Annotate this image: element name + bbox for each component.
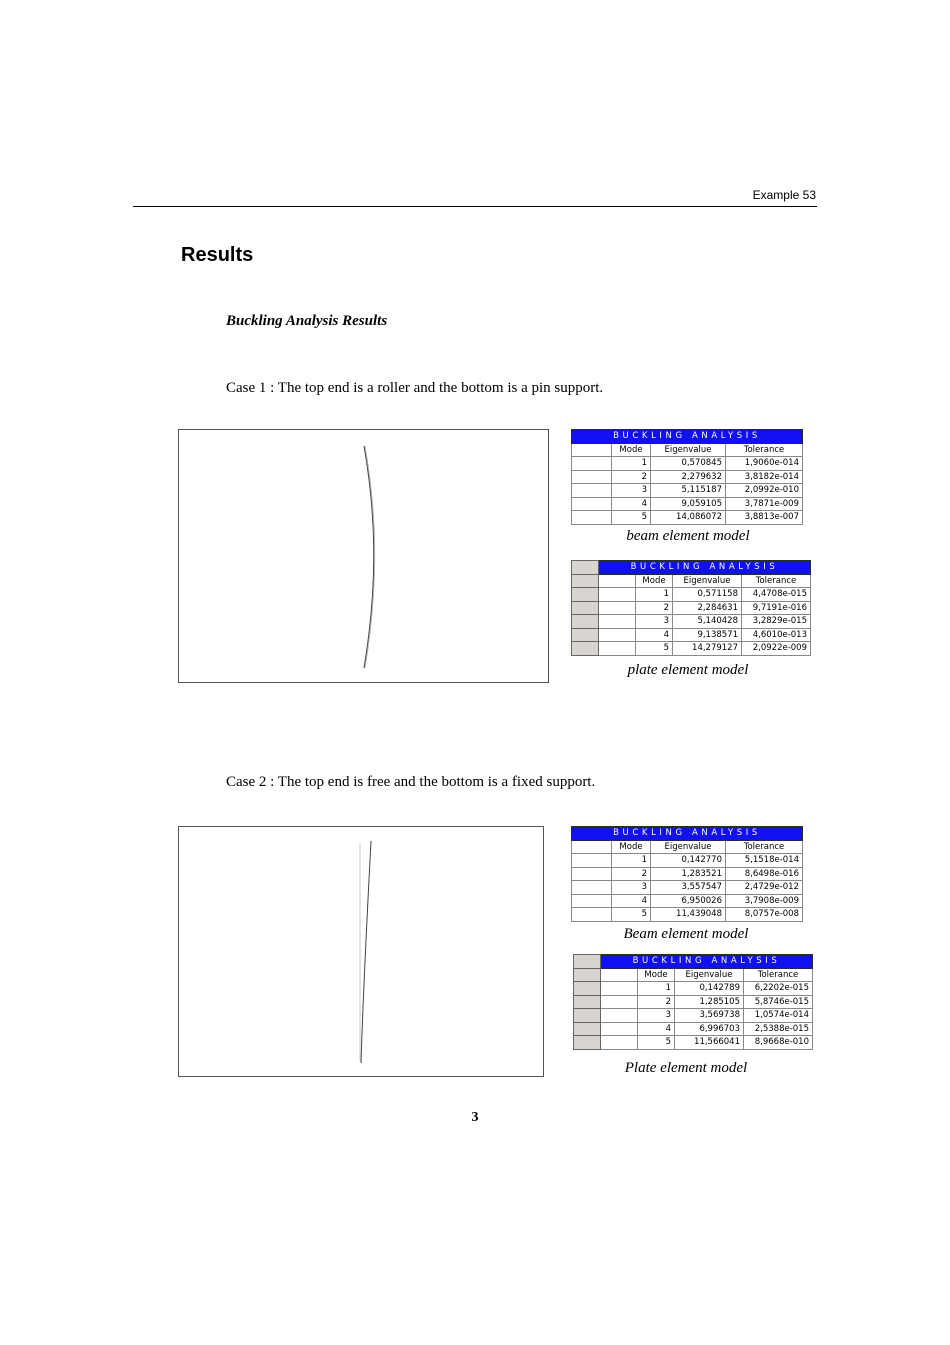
tolerance-cell: 9,7191e-016: [742, 601, 811, 615]
mode-cell: 1: [612, 854, 651, 868]
row-header-cell: [572, 470, 612, 484]
mode-cell: 5: [612, 511, 651, 525]
row-selector: [574, 968, 601, 982]
tolerance-cell: 3,8182e-014: [726, 470, 803, 484]
mode-cell: 3: [612, 484, 651, 498]
row-header-cell: [599, 642, 636, 656]
row-selector: [572, 601, 599, 615]
section-title: Results: [181, 244, 254, 266]
eigenvalue-cell: 0,142789: [675, 982, 744, 996]
table-row: [574, 1009, 813, 1023]
table-row: [572, 881, 803, 895]
case1-buckled-shape-figure: [178, 429, 549, 683]
row-header-cell: [572, 484, 612, 498]
mode-cell: 1: [638, 982, 675, 996]
table-row: [572, 908, 803, 922]
eigenvalue-cell: 14,279127: [673, 642, 742, 656]
mode-cell: 5: [638, 1036, 675, 1050]
row-header-cell: [572, 894, 612, 908]
row-header-cell: [599, 588, 636, 602]
tolerance-cell: 3,7908e-009: [726, 894, 803, 908]
mode-cell: 4: [638, 1022, 675, 1036]
row-selector: [572, 615, 599, 629]
eigenvalue-cell: 5,115187: [651, 484, 726, 498]
column-header: Eigenvalue: [675, 968, 744, 982]
mode-cell: 2: [612, 867, 651, 881]
column-header: Tolerance: [742, 574, 811, 588]
case1-beam-table: [571, 429, 803, 525]
column-header: Eigenvalue: [651, 840, 726, 854]
table-row: [572, 497, 803, 511]
mode-cell: 4: [612, 894, 651, 908]
table-title: BUCKLING ANALYSIS: [601, 955, 813, 969]
row-header-cell: [572, 511, 612, 525]
tolerance-cell: 3,7871e-009: [726, 497, 803, 511]
row-selector: [574, 1022, 601, 1036]
tolerance-cell: 1,0574e-014: [744, 1009, 813, 1023]
case2-plate-table: [573, 954, 813, 1050]
mode-cell: 2: [636, 601, 673, 615]
mode-cell: 3: [638, 1009, 675, 1023]
table-row: [574, 1036, 813, 1050]
row-header-cell: [572, 854, 612, 868]
tolerance-cell: 6,2202e-015: [744, 982, 813, 996]
mode-cell: 4: [612, 497, 651, 511]
column-header: Tolerance: [744, 968, 813, 982]
column-header: Mode: [636, 574, 673, 588]
tolerance-cell: 5,1518e-014: [726, 854, 803, 868]
row-header-cell: [572, 443, 612, 457]
table-title: BUCKLING ANALYSIS: [572, 430, 803, 444]
table-row: [574, 982, 813, 996]
row-header-cell: [572, 881, 612, 895]
eigenvalue-cell: 9,138571: [673, 628, 742, 642]
case1-beam-caption: beam element model: [626, 528, 750, 544]
eigenvalue-cell: 5,140428: [673, 615, 742, 629]
case2-plate-table-wrapper: [573, 954, 813, 1050]
case2-beam-table: [571, 826, 803, 922]
table-row: [572, 601, 811, 615]
row-selector: [574, 982, 601, 996]
tolerance-cell: 8,0757e-008: [726, 908, 803, 922]
tolerance-cell: 5,8746e-015: [744, 995, 813, 1009]
case1-plate-table: [571, 560, 811, 656]
mode-cell: 2: [638, 995, 675, 1009]
mode-cell: 1: [636, 588, 673, 602]
eigenvalue-cell: 6,950026: [651, 894, 726, 908]
case2-buckled-shape: [179, 827, 543, 1076]
table-row: [572, 470, 803, 484]
case1-plate-table-wrapper: [571, 560, 811, 656]
row-header-cell: [572, 908, 612, 922]
row-header-cell: [572, 497, 612, 511]
table-row: [572, 642, 811, 656]
row-header-cell: [599, 628, 636, 642]
mode-cell: 1: [612, 457, 651, 471]
mode-cell: 3: [636, 615, 673, 629]
row-header-cell: [572, 867, 612, 881]
eigenvalue-cell: 3,557547: [651, 881, 726, 895]
row-header-cell: [601, 1036, 638, 1050]
row-selector: [572, 628, 599, 642]
row-selector: [574, 995, 601, 1009]
row-header-cell: [601, 1009, 638, 1023]
case2-plate-caption: Plate element model: [624, 1060, 748, 1076]
tolerance-cell: 2,4729e-012: [726, 881, 803, 895]
row-selector: [574, 1009, 601, 1023]
row-selector: [574, 955, 601, 969]
tolerance-cell: 2,0992e-010: [726, 484, 803, 498]
eigenvalue-cell: 0,571158: [673, 588, 742, 602]
column-header: Tolerance: [726, 443, 803, 457]
table-row: [572, 894, 803, 908]
case2-beam-caption: Beam element model: [623, 926, 749, 942]
table-title: BUCKLING ANALYSIS: [599, 561, 811, 575]
table-title: BUCKLING ANALYSIS: [572, 827, 803, 841]
case1-plate-caption: plate element model: [627, 662, 749, 678]
table-row: [572, 867, 803, 881]
header-rule: [133, 206, 817, 207]
column-header: Mode: [638, 968, 675, 982]
page-number: 3: [471, 1110, 479, 1125]
row-header-cell: [601, 1022, 638, 1036]
tolerance-cell: 2,5388e-015: [744, 1022, 813, 1036]
case2-buckled-shape-figure: [178, 826, 544, 1077]
row-selector: [572, 561, 599, 575]
subsection-title: Buckling Analysis Results: [226, 313, 388, 329]
case1-buckled-shape: [179, 430, 548, 682]
row-header-cell: [601, 995, 638, 1009]
column-header: Mode: [612, 443, 651, 457]
table-row: [572, 484, 803, 498]
tolerance-cell: 2,0922e-009: [742, 642, 811, 656]
row-header-cell: [599, 601, 636, 615]
mode-cell: 3: [612, 881, 651, 895]
eigenvalue-cell: 2,284631: [673, 601, 742, 615]
mode-cell: 4: [636, 628, 673, 642]
running-header: Example 53: [752, 188, 816, 202]
table-row: [572, 588, 811, 602]
table-row: [574, 1022, 813, 1036]
table-row: [572, 457, 803, 471]
eigenvalue-cell: 11,566041: [675, 1036, 744, 1050]
row-header-cell: [601, 982, 638, 996]
column-header: Eigenvalue: [673, 574, 742, 588]
eigenvalue-cell: 0,570845: [651, 457, 726, 471]
eigenvalue-cell: 2,279632: [651, 470, 726, 484]
table-row: [572, 511, 803, 525]
tolerance-cell: 3,2829e-015: [742, 615, 811, 629]
eigenvalue-cell: 14,086072: [651, 511, 726, 525]
tolerance-cell: 4,4708e-015: [742, 588, 811, 602]
tolerance-cell: 1,9060e-014: [726, 457, 803, 471]
eigenvalue-cell: 1,283521: [651, 867, 726, 881]
row-header-cell: [572, 840, 612, 854]
table-row: [572, 615, 811, 629]
column-header: Mode: [612, 840, 651, 854]
mode-cell: 5: [612, 908, 651, 922]
tolerance-cell: 8,6498e-016: [726, 867, 803, 881]
eigenvalue-cell: 0,142770: [651, 854, 726, 868]
row-selector: [574, 1036, 601, 1050]
row-selector: [572, 588, 599, 602]
tolerance-cell: 8,9668e-010: [744, 1036, 813, 1050]
eigenvalue-cell: 6,996703: [675, 1022, 744, 1036]
mode-cell: 5: [636, 642, 673, 656]
mode-cell: 2: [612, 470, 651, 484]
eigenvalue-cell: 3,569738: [675, 1009, 744, 1023]
row-selector: [572, 574, 599, 588]
column-header: Tolerance: [726, 840, 803, 854]
case1-beam-table-wrapper: [571, 429, 803, 525]
row-header-cell: [599, 574, 636, 588]
case2-beam-table-wrapper: [571, 826, 803, 922]
row-header-cell: [601, 968, 638, 982]
tolerance-cell: 4,6010e-013: [742, 628, 811, 642]
table-row: [574, 995, 813, 1009]
eigenvalue-cell: 1,285105: [675, 995, 744, 1009]
tolerance-cell: 3,8813e-007: [726, 511, 803, 525]
eigenvalue-cell: 9,059105: [651, 497, 726, 511]
case2-description: Case 2 : The top end is free and the bottom is a fixed support.: [226, 774, 596, 790]
eigenvalue-cell: 11,439048: [651, 908, 726, 922]
row-header-cell: [599, 615, 636, 629]
case1-description: Case 1 : The top end is a roller and the bottom is a pin support.: [226, 380, 604, 396]
column-header: Eigenvalue: [651, 443, 726, 457]
row-header-cell: [572, 457, 612, 471]
table-row: [572, 854, 803, 868]
table-row: [572, 628, 811, 642]
row-selector: [572, 642, 599, 656]
